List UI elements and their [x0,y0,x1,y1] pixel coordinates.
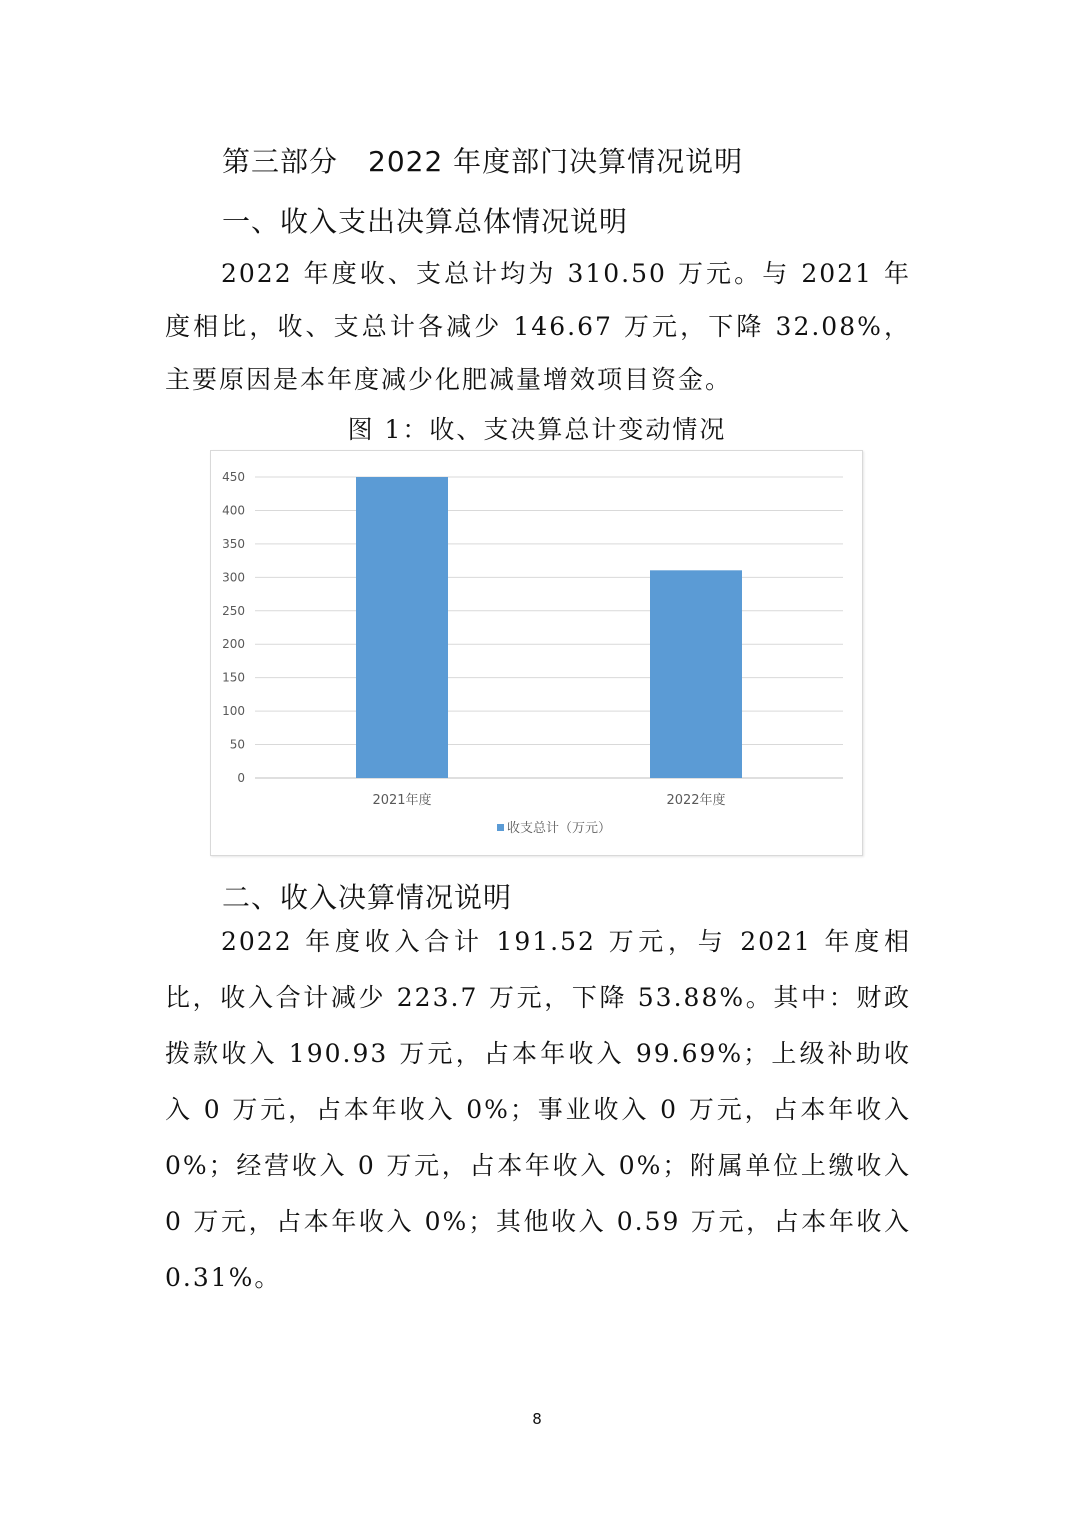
chart-svg [211,451,862,855]
section-heading-income: 二、收入决算情况说明 [222,881,513,914]
y-tick-label: 400 [222,503,245,518]
figure-caption: 图 1：收、支决算总计变动情况 [347,415,727,444]
y-tick-label: 350 [222,536,245,551]
section-heading-overview: 一、收入支出决算总体情况说明 [222,205,629,238]
x-tick-label: 2021年度 [372,793,432,808]
y-tick-label: 450 [222,470,245,484]
bar [356,477,448,778]
part-label: 第三部分 [222,145,339,178]
x-tick-label: 2022年度 [666,793,726,808]
y-tick-label: 200 [222,637,245,652]
y-tick-label: 300 [222,570,245,585]
y-tick-label: 50 [229,737,245,752]
legend-swatch [497,824,504,831]
bar [650,570,742,778]
y-tick-label: 150 [222,670,245,685]
page-number: 8 [532,1410,542,1428]
y-tick-label: 100 [222,704,245,719]
part-subtitle: 2022 年度部门决算情况说明 [368,145,744,178]
part-title [222,140,743,180]
bar-chart [210,450,863,856]
income-paragraph: 2022 年度收入合计 191.52 万元，与 2021 年度相比，收入合计减少 223.7 万元，下降 53.88%。其中：财政拨款收入 190.93 万元，占本年收入 99.69%；上级补助收入 0 万元，占本年收入 0%；事业收入 0 万元，占本年收入 0%；经营收入 0 万元，占本年收入 0%；附属单位上缴收入 0 万元，占本年收入 0%；其他收入 0.59 万元，占本年收入 0.31%。 [165,927,911,1292]
legend-label: 收支总计（万元） [507,821,612,836]
y-tick-label: 250 [222,603,245,618]
overview-paragraph: 2022 年度收、支总计均为 310.50 万元。与 2021 年度相比，收、支总计各减少 146.67 万元，下降 32.08%，主要原因是本年度减少化肥减量增效项目资金。 [165,259,911,394]
y-tick-label: 0 [237,771,245,785]
